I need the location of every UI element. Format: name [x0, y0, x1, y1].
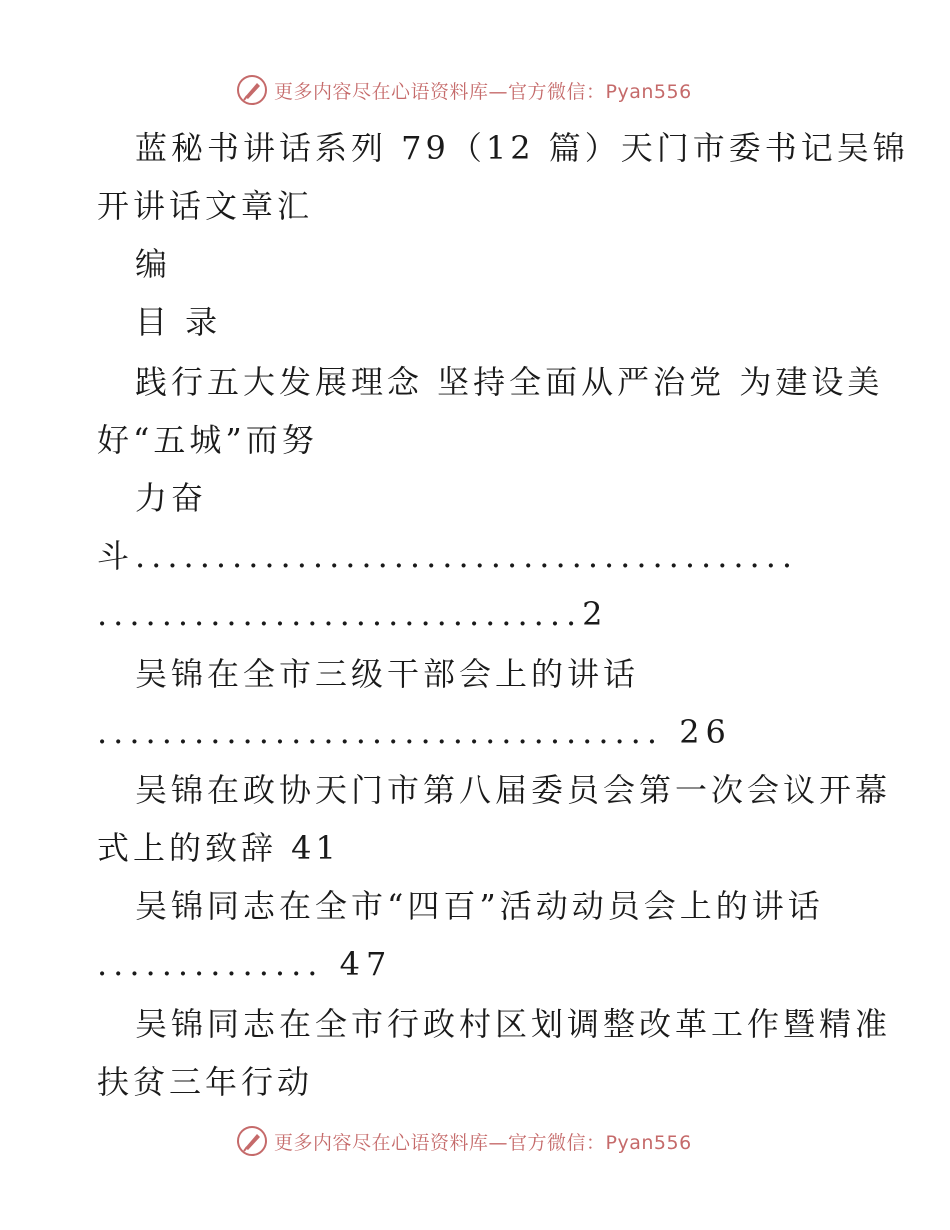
toc-heading: 目 录 [135, 303, 222, 341]
toc-entry-1-line-3: 力奋 [135, 479, 208, 517]
toc-entry-4-leader-1: .............. 47 [97, 945, 393, 983]
toc-entry-3-line-2: 式上的致辞 41 [97, 829, 340, 867]
document-title-line-3: 编 [135, 245, 172, 283]
toc-entry-2-line-1: 吴锦在全市三级干部会上的讲话 [135, 655, 640, 693]
toc-entry-3-line-1: 吴锦在政协天门市第八届委员会第一次会议开幕 [135, 771, 892, 809]
header-banner-text: 更多内容尽在心语资料库—官方微信：Pyan556 [274, 80, 692, 103]
toc-entry-5-line-2: 扶贫三年行动 [97, 1063, 314, 1101]
toc-entry-2-leader-1: ................................... 26 [97, 713, 732, 751]
toc-entry-1-line-2: 好“五城”而努 [97, 421, 318, 459]
toc-entry-5-line-1: 吴锦同志在全市行政村区划调整改革工作暨精准 [135, 1005, 892, 1043]
quill-pen-logo-icon [236, 1125, 268, 1157]
toc-entry-1-line-1: 践行五大发展理念 坚持全面从严治党 为建设美 [135, 363, 884, 401]
document-title-line-2: 开讲话文章汇 [97, 187, 314, 225]
footer-banner [236, 1123, 692, 1159]
quill-pen-logo-icon [236, 74, 268, 106]
toc-entry-4-line-1: 吴锦同志在全市“四百”活动动员会上的讲话 [135, 887, 824, 925]
toc-entry-1-leader-2: ..............................2 [97, 595, 609, 633]
toc-entry-1-leader-1: 斗......................................... [97, 537, 799, 575]
document-title-line-1: 蓝秘书讲话系列 79（12 篇）天门市委书记吴锦 [135, 129, 909, 167]
footer-banner-text: 更多内容尽在心语资料库—官方微信：Pyan556 [274, 1131, 692, 1154]
header-banner [236, 72, 692, 108]
